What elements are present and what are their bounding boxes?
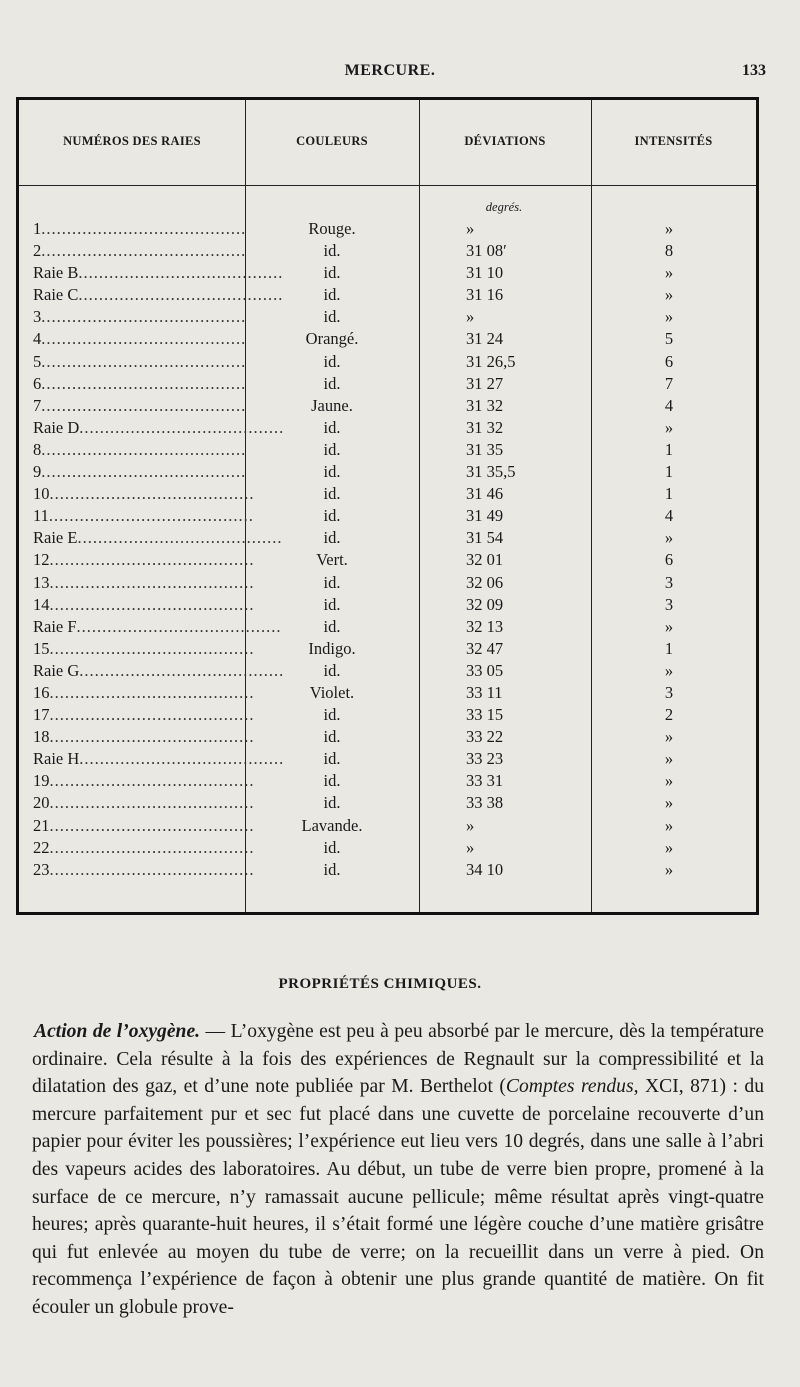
dot-leader: ........................................: [49, 727, 255, 747]
intensity-cell: 4: [664, 506, 674, 526]
deviation-cell: 31 10: [466, 263, 504, 283]
intensity-cell: »: [664, 219, 674, 238]
line-number: [33, 704, 255, 726]
line-number: [33, 417, 285, 439]
table-row: [19, 549, 756, 571]
line-number-label: 18: [33, 727, 50, 747]
deviation-cell: 33 31: [466, 771, 504, 791]
line-number-label: 9: [33, 462, 42, 482]
paragraph-text-1: — L’oxygène est peu à peu absorbé par le mercure, dès la température ordinaire. Cela résulte à la fois des expériences de Regnault sur la compressibilité et la dilatation des gaz, et d’une note publiée par M. Berthelot (: [32, 1021, 764, 1098]
dot-leader: ........................................: [41, 462, 247, 482]
dot-leader: ........................................: [49, 815, 255, 835]
intensity-cell: »: [664, 859, 674, 879]
line-number-label: Raie B: [33, 263, 79, 283]
dot-leader: ........................................: [49, 484, 255, 504]
color-cell: id.: [323, 506, 341, 526]
color-cell: id.: [323, 660, 341, 680]
intensity-cell: 5: [664, 329, 674, 349]
dot-leader: ........................................: [41, 351, 247, 371]
intensity-cell: »: [664, 749, 674, 769]
intensity-cell: »: [664, 771, 674, 791]
color-cell: id.: [323, 771, 341, 791]
line-number-label: 8: [33, 439, 42, 459]
line-number: [33, 726, 255, 748]
dot-leader: ........................................: [49, 859, 255, 879]
line-number-label: 21: [33, 815, 50, 835]
line-number: [33, 638, 255, 660]
color-cell: id.: [323, 594, 341, 614]
deviation-cell: 33 38: [466, 793, 504, 813]
line-number-label: 19: [33, 771, 50, 791]
line-number: [33, 549, 255, 571]
table-row: [19, 417, 756, 439]
dot-leader: ........................................: [41, 219, 247, 238]
table-row: [19, 527, 756, 549]
header-separator: [19, 185, 756, 186]
header-numeros: NUMÉROS DES RAIES: [63, 134, 201, 148]
intensity-cell: 1: [664, 439, 674, 459]
intensity-cell: »: [664, 660, 674, 680]
deviation-cell: 31 49: [466, 506, 504, 526]
line-number: [33, 594, 255, 616]
dot-leader: ........................................: [79, 660, 285, 680]
color-cell: id.: [323, 439, 341, 459]
color-cell: id.: [323, 837, 341, 857]
color-cell: id.: [323, 727, 341, 747]
intensity-cell: »: [664, 307, 674, 327]
dot-leader: ........................................: [41, 373, 247, 393]
line-number: [33, 792, 255, 814]
line-number: [33, 218, 245, 240]
line-number-label: 6: [33, 373, 42, 393]
header-couleurs: COULEURS: [296, 134, 368, 148]
deviation-cell: »: [466, 307, 475, 327]
table-row: [19, 395, 756, 417]
table-row: [19, 505, 756, 527]
deviation-unit: degrés.: [485, 200, 523, 214]
deviation-cell: 33 11: [466, 682, 503, 702]
deviation-cell: 31 32: [466, 417, 504, 437]
deviation-cell: 31 27: [466, 373, 504, 393]
line-number-label: 20: [33, 793, 50, 813]
intensity-cell: 1: [664, 484, 674, 504]
deviation-cell: 32 09: [466, 594, 504, 614]
line-number-label: 7: [33, 395, 42, 415]
intensity-cell: »: [664, 727, 674, 747]
line-number: [33, 815, 255, 837]
table-row: [19, 594, 756, 616]
table-row: [19, 240, 756, 262]
color-cell: Indigo.: [308, 638, 356, 658]
dot-leader: ........................................: [78, 263, 284, 283]
line-number: [33, 770, 255, 792]
line-number: [33, 395, 245, 417]
table-row: [19, 770, 756, 792]
table-row: [19, 815, 756, 837]
line-number: [33, 262, 284, 284]
line-number-label: 22: [33, 837, 50, 857]
dot-leader: ........................................: [41, 241, 247, 261]
table-row: [19, 616, 756, 638]
table-row: [19, 306, 756, 328]
table-row: [19, 572, 756, 594]
line-number-label: 11: [33, 506, 49, 526]
deviation-cell: 31 08′: [466, 241, 507, 261]
table-row: [19, 726, 756, 748]
spectral-lines-table: [16, 97, 759, 915]
table-row: [19, 262, 756, 284]
deviation-cell: »: [466, 815, 475, 835]
deviation-cell: 34 10: [466, 859, 504, 879]
table-row: [19, 483, 756, 505]
deviation-cell: 32 47: [466, 638, 504, 658]
line-number: [33, 306, 245, 328]
color-cell: Jaune.: [311, 395, 353, 415]
deviation-cell: 31 35,5: [466, 462, 516, 482]
dot-leader: ........................................: [41, 329, 247, 349]
intensity-cell: 1: [664, 638, 674, 658]
intensity-cell: 3: [664, 682, 674, 702]
header-deviations: DÉVIATIONS: [464, 134, 546, 148]
intensity-cell: »: [664, 528, 674, 548]
intensity-cell: 6: [664, 351, 674, 371]
table-row: [19, 439, 756, 461]
intensity-cell: »: [664, 837, 674, 857]
deviation-cell: 32 13: [466, 616, 504, 636]
dot-leader: ........................................: [49, 705, 255, 725]
deviation-cell: 32 06: [466, 572, 504, 592]
section-title: PROPRIÉTÉS CHIMIQUES.: [278, 976, 482, 992]
body-paragraph: [32, 1018, 764, 1322]
color-cell: id.: [323, 859, 341, 879]
deviation-cell: 31 54: [466, 528, 504, 548]
line-number: [33, 616, 282, 638]
intensity-cell: 1: [664, 462, 674, 482]
dot-leader: ........................................: [49, 572, 255, 592]
dot-leader: ........................................: [49, 682, 255, 702]
paragraph-text-2: , XCI, 871) : du mercure parfaitement pur et sec fut placé dans une cuvette de porcelaine recouverte d’un papier pour éviter les poussières; l’expérience eut lieu vers 10 degrés, dans une salle à l’abri des vapeurs acides des laboratoires. Au début, un tube de verre bien propre, promené à la surface de ce mercure, n’y ramassait aucune pellicule; même résultat après vingt-quatre heures; après quarante-huit heures, il s’était formé une légère couche d’une matière grisâtre qui fut enlevée au moyen du tube de verre; on la recueillit dans un verre à pied. On recommença l’expérience de façon à obtenir une plus grande quantité de matière. On fit écouler un globule prove-: [32, 1076, 764, 1318]
dot-leader: ........................................: [49, 837, 255, 857]
line-number: [33, 284, 284, 306]
line-number-label: 5: [33, 351, 42, 371]
line-number: [33, 660, 285, 682]
dot-leader: ........................................: [41, 439, 247, 459]
line-number: [33, 351, 245, 373]
line-number-label: Raie F: [33, 616, 77, 636]
line-number: [33, 682, 255, 704]
line-number: [33, 439, 245, 461]
intensity-cell: 7: [664, 373, 674, 393]
color-cell: Rouge.: [308, 219, 356, 238]
dot-leader: ........................................: [49, 638, 255, 658]
dot-leader: ........................................: [41, 307, 247, 327]
line-number: [33, 240, 245, 262]
line-number-label: 3: [33, 307, 42, 327]
intensity-cell: »: [664, 285, 674, 305]
dot-leader: ........................................: [48, 506, 254, 526]
line-number-label: Raie C: [33, 285, 79, 305]
deviation-cell: 33 23: [466, 749, 504, 769]
color-cell: id.: [323, 528, 341, 548]
dot-leader: ........................................: [79, 417, 285, 437]
line-number-label: 23: [33, 859, 50, 879]
dot-leader: ........................................: [49, 793, 255, 813]
color-cell: id.: [323, 241, 341, 261]
intensity-cell: 6: [664, 550, 674, 570]
color-cell: Violet.: [309, 682, 355, 702]
table-row: [19, 284, 756, 306]
color-cell: id.: [323, 484, 341, 504]
table-row: [19, 682, 756, 704]
line-number-label: 1: [33, 219, 42, 238]
dot-leader: ........................................: [76, 616, 282, 636]
dot-leader: ........................................: [49, 594, 255, 614]
color-cell: id.: [323, 705, 341, 725]
intensity-cell: »: [664, 417, 674, 437]
color-cell: id.: [323, 572, 341, 592]
deviation-cell: 31 24: [466, 329, 504, 349]
intensity-cell: 4: [664, 395, 674, 415]
line-number: [33, 505, 254, 527]
line-number-label: 10: [33, 484, 50, 504]
line-number-label: 13: [33, 572, 50, 592]
color-cell: id.: [323, 373, 341, 393]
line-number: [33, 859, 255, 881]
color-cell: id.: [323, 263, 341, 283]
paragraph-lead: Action de l’oxygène.: [34, 1021, 201, 1042]
running-title: MERCURE.: [344, 62, 436, 79]
deviation-cell: 31 35: [466, 439, 504, 459]
deviation-cell: 33 05: [466, 660, 504, 680]
dot-leader: ........................................: [49, 771, 255, 791]
deviation-cell: »: [466, 219, 475, 238]
table-row: [19, 328, 756, 350]
line-number-label: Raie G: [33, 660, 80, 680]
running-head: [0, 62, 800, 84]
intensity-cell: »: [664, 263, 674, 283]
table-row: [19, 638, 756, 660]
line-number: [33, 461, 245, 483]
dot-leader: ........................................: [78, 285, 284, 305]
color-cell: id.: [323, 285, 341, 305]
color-cell: id.: [323, 616, 341, 636]
intensity-cell: »: [664, 815, 674, 835]
table-row: [19, 373, 756, 395]
table-row: [19, 792, 756, 814]
table-row: [19, 748, 756, 770]
dot-leader: ........................................: [49, 550, 255, 570]
deviation-cell: 33 22: [466, 727, 504, 747]
line-number: [33, 328, 245, 350]
line-number: [33, 572, 255, 594]
color-cell: id.: [323, 793, 341, 813]
line-number: [33, 837, 255, 859]
line-number-label: Raie E: [33, 528, 78, 548]
line-number-label: 2: [33, 241, 42, 261]
line-number-label: 16: [33, 682, 50, 702]
color-cell: id.: [323, 462, 341, 482]
page-number: 133: [742, 62, 766, 79]
dot-leader: ........................................: [77, 528, 283, 548]
header-intensites: INTENSITÉS: [634, 134, 713, 148]
intensity-cell: 3: [664, 594, 674, 614]
line-number: [33, 483, 255, 505]
citation-title: Comptes rendus: [505, 1076, 634, 1098]
intensity-cell: 3: [664, 572, 674, 592]
color-cell: id.: [323, 417, 341, 437]
table-row: [19, 461, 756, 483]
table-row: [19, 660, 756, 682]
table-row: [19, 218, 756, 240]
color-cell: id.: [323, 749, 341, 769]
intensity-cell: 2: [664, 705, 674, 725]
deviation-cell: »: [466, 837, 475, 857]
color-cell: id.: [323, 351, 341, 371]
line-number-label: Raie H: [33, 749, 80, 769]
deviation-cell: 32 01: [466, 550, 504, 570]
deviation-cell: 33 15: [466, 705, 504, 725]
color-cell: Lavande.: [301, 815, 363, 835]
line-number: [33, 373, 245, 395]
line-number: [33, 527, 283, 549]
table-body: [19, 218, 756, 881]
line-number: [33, 748, 285, 770]
line-number-label: 17: [33, 705, 50, 725]
dot-leader: ........................................: [79, 749, 285, 769]
color-cell: Orangé.: [305, 329, 359, 349]
deviation-cell: 31 32: [466, 395, 504, 415]
intensity-cell: »: [664, 793, 674, 813]
table-row: [19, 351, 756, 373]
color-cell: Vert.: [316, 550, 348, 570]
deviation-cell: 31 16: [466, 285, 504, 305]
dot-leader: ........................................: [41, 395, 247, 415]
line-number-label: 15: [33, 638, 50, 658]
line-number-label: 4: [33, 329, 42, 349]
color-cell: id.: [323, 307, 341, 327]
table-row: [19, 859, 756, 881]
table-row: [19, 837, 756, 859]
intensity-cell: »: [664, 616, 674, 636]
deviation-cell: 31 46: [466, 484, 504, 504]
line-number-label: 12: [33, 550, 50, 570]
intensity-cell: 8: [664, 241, 674, 261]
deviation-cell: 31 26,5: [466, 351, 516, 371]
line-number-label: 14: [33, 594, 50, 614]
line-number-label: Raie D: [33, 417, 80, 437]
table-row: [19, 704, 756, 726]
